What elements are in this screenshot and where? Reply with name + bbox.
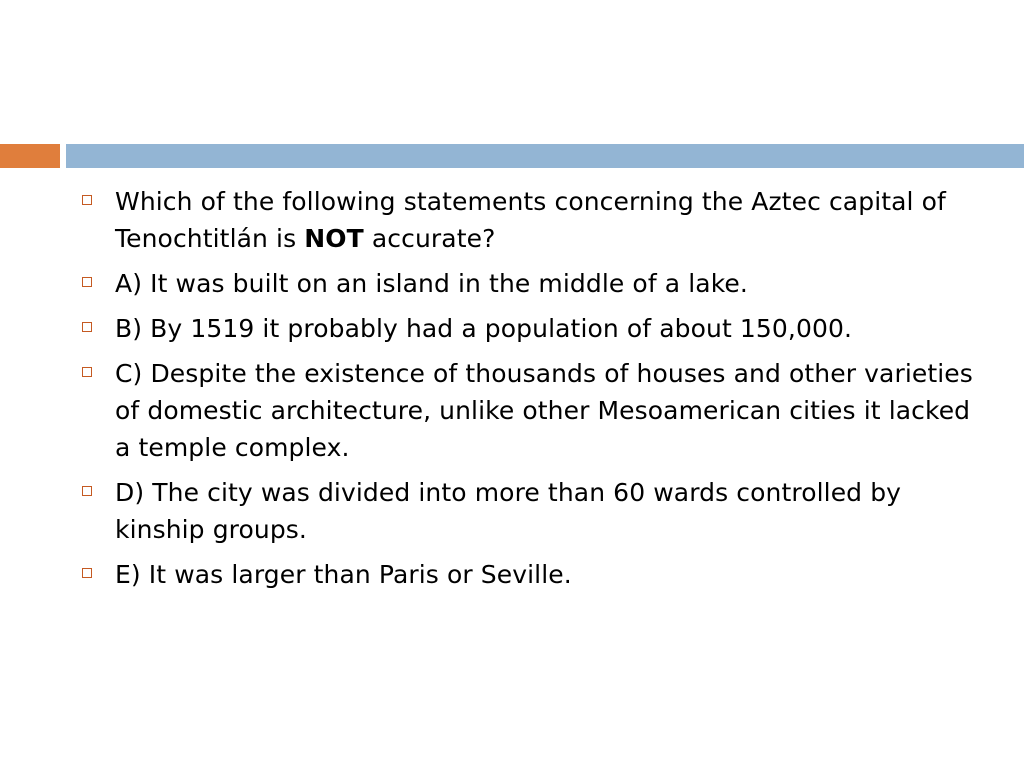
option-b-item <box>80 310 980 347</box>
hollow-square-icon <box>82 568 92 578</box>
header-accent-bar-orange <box>0 144 60 168</box>
option-d-item <box>80 474 980 548</box>
hollow-square-icon <box>82 195 92 205</box>
hollow-square-icon <box>82 486 92 496</box>
hollow-square-icon <box>82 367 92 377</box>
hollow-square-icon <box>82 277 92 287</box>
option-c-item <box>80 355 980 466</box>
option-e-item <box>80 556 980 593</box>
option-c-text: C) Despite the existence of thousands of houses and other varieties of domestic architecture, unlike other Mesoamerican cities it lacked a temple complex. <box>115 359 973 462</box>
question-item <box>80 183 980 257</box>
option-b-text: B) By 1519 it probably had a population of about 150,000. <box>115 314 853 343</box>
question-text-after: accurate? <box>363 224 496 253</box>
option-a-text: A) It was built on an island in the middle of a lake. <box>115 269 748 298</box>
hollow-square-icon <box>82 322 92 332</box>
slide-content-list <box>80 183 980 601</box>
option-a-item <box>80 265 980 302</box>
option-d-text: D) The city was divided into more than 60 wards controlled by kinship groups. <box>115 478 902 544</box>
option-e-text: E) It was larger than Paris or Seville. <box>115 560 572 589</box>
header-accent-bar-blue <box>66 144 1024 168</box>
question-emphasis: NOT <box>304 224 364 253</box>
question-text-before: Which of the following statements concerning the Aztec capital of Tenochtitlán is <box>115 187 946 253</box>
